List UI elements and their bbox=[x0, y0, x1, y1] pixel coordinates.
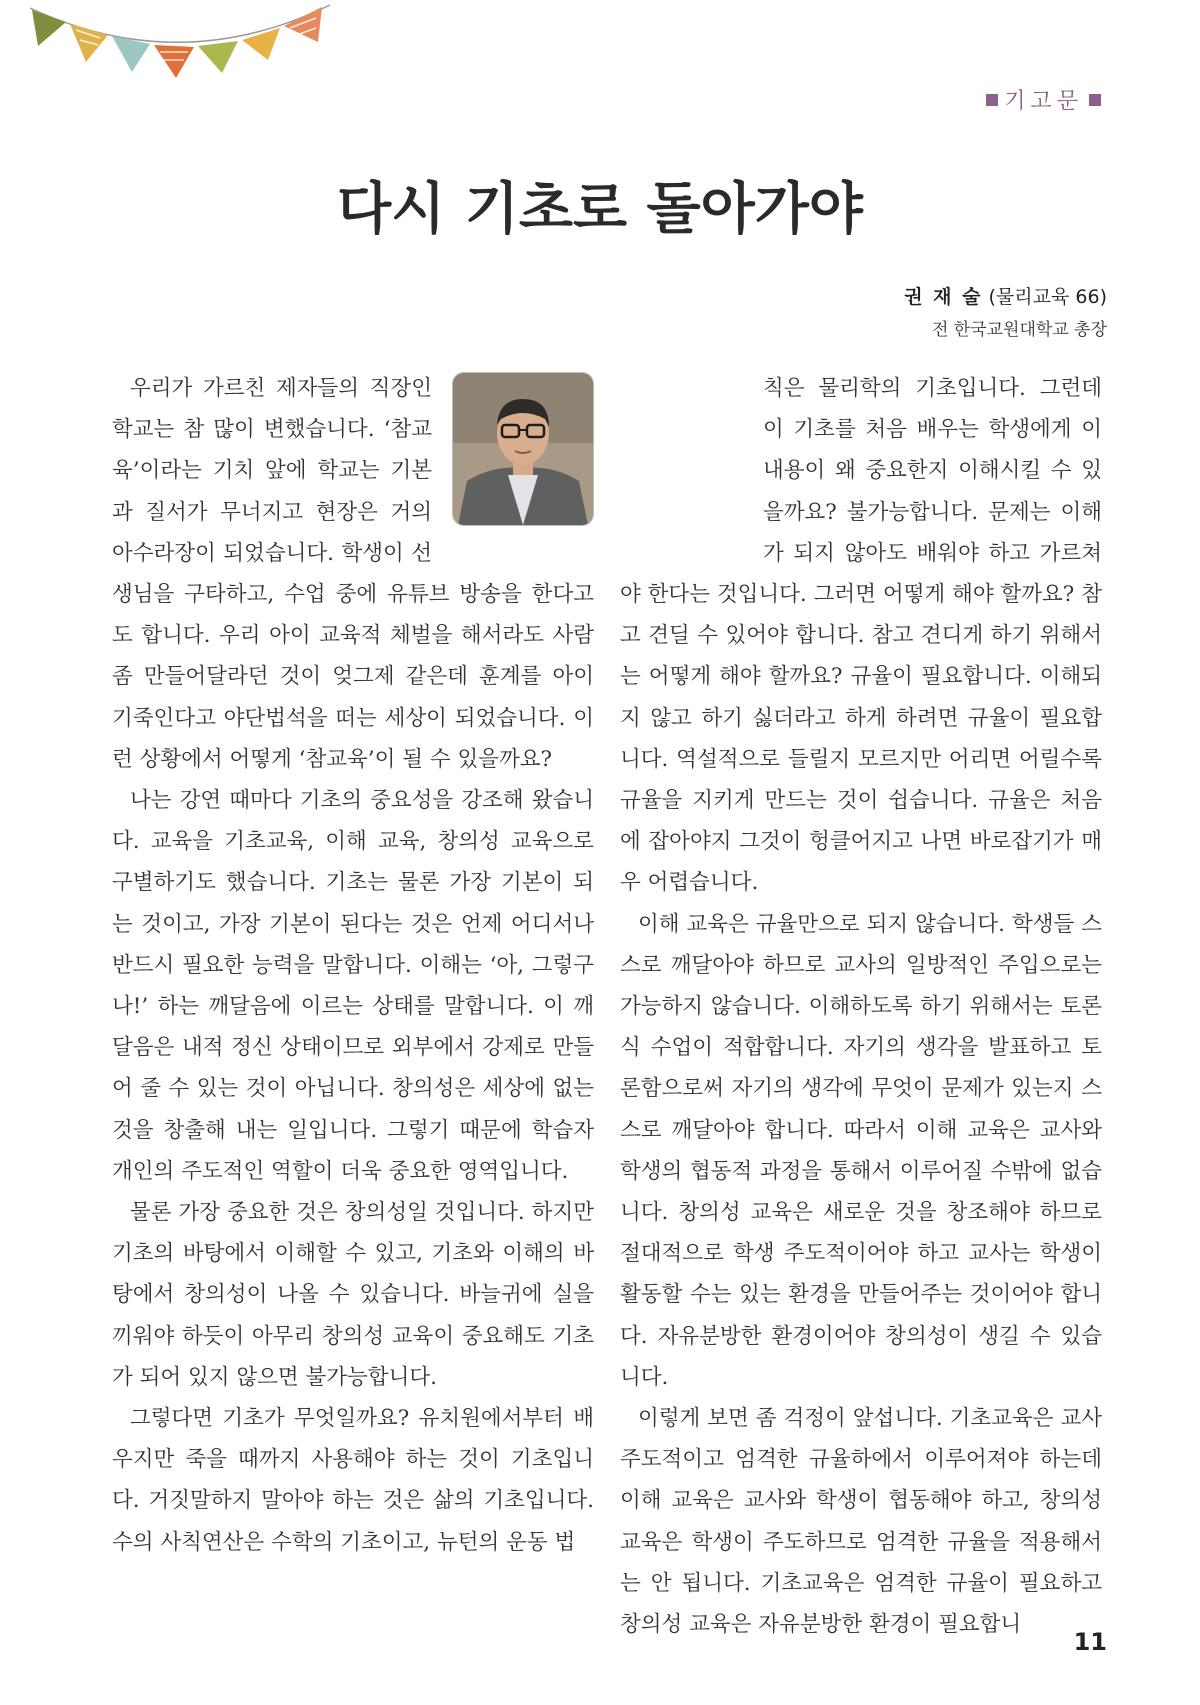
author-affiliation: 전 한국교원대학교 총장 bbox=[931, 320, 1107, 340]
bunting-decoration bbox=[0, 0, 370, 95]
author-department: (물리교육 66) bbox=[988, 286, 1107, 308]
paragraph: 물론 가장 중요한 것은 창의성일 것입니다. 하지만 기초의 바탕에서 이해할 수 있고, 기초와 이해의 바탕에서 창의성이 나올 수 있습니다. 바늘귀에 실을 끼워야 하듯이 아무리 창의성 교육이 중요해도 기초가 되어 있지 않으면 불가능합니다. bbox=[112, 1200, 594, 1390]
article-title: 다시 기초로 돌아가야 bbox=[337, 177, 863, 242]
page-number: 11 bbox=[1073, 1628, 1107, 1656]
section-tag-label: 기고문 bbox=[1004, 89, 1083, 114]
square-bullet-icon bbox=[1089, 94, 1101, 106]
paragraph: 그렇다면 기초가 무엇일까요? 유치원에서부터 배우지만 죽을 때까지 사용해야 하는 것이 기초입니다. 거짓말하지 말아야 하는 것은 삶의 기초입니다. 수의 사칙연산은 수학의 기초이고, 뉴턴의 운동 법 bbox=[112, 1406, 594, 1555]
byline bbox=[904, 282, 1107, 340]
body-column-left bbox=[112, 368, 594, 1563]
author-photo bbox=[452, 372, 594, 526]
portrait-icon bbox=[453, 373, 593, 525]
paragraph: 우리가 가르친 제자들의 직장인 학교는 참 많이 변했습니다. ‘참교육’이라는 기치 앞에 학교는 기본과 질서가 무너지고 현장은 거의 아수라장이 되었습니다. 학생이 선생님을 구타하고, 수업 중에 유튜브 방송을 한다고도 합니다. 우리 아이 교육적 체벌을 해서라도 사람 좀 만들어달라던 것이 엊그제 같은데 훈계를 아이 기죽인다고 야단법석을 떠는 세상이 되었습니다. 이런 상황에서 어떻게 ‘참교육’이 될 수 있을까요? bbox=[112, 376, 594, 772]
paragraph: 이해 교육은 규율만으로 되지 않습니다. 학생들 스스로 깨달아야 하므로 교사의 일방적인 주입으로는 가능하지 않습니다. 이해하도록 하기 위해서는 토론식 수업이 적합합니다. 자기의 생각을 발표하고 토론함으로써 자기의 생각에 무엇이 문제가 있는지 스스로 깨달아야 합니다. 따라서 이해 교육은 교사와 학생의 협동적 과정을 통해서 이루어질 수밖에 없습니다. 창의성 교육은 새로운 것을 창조해야 하므로 절대적으로 학생 주도적이어야 하고 교사는 학생이 활동할 수는 있는 환경을 만들어주는 것이어야 합니다. 자유분방한 환경이어야 창의성이 생길 수 있습니다. bbox=[620, 911, 1102, 1390]
section-tag bbox=[980, 84, 1107, 115]
paragraph: 칙은 물리학의 기초입니다. 그런데 이 기초를 처음 배우는 학생에게 이 내용이 왜 중요한지 이해시킬 수 있을까요? 불가능합니다. 문제는 이해가 되지 않아도 배워야 하고 가르쳐야 한다는 것입니다. 그러면 어떻게 해야 할까요? 참고 견딜 수 있어야 합니다. 참고 견디게 하기 위해서는 어떻게 해야 할까요? 규율이 필요합니다. 이해되지 않고 하기 싫더라고 하게 하려면 규율이 필요합니다. 역설적으로 들릴지 모르지만 어리면 어릴수록 규율을 지키게 만드는 것이 쉽습니다. 규율은 처음에 잡아야지 그것이 헝클어지고 나면 바로잡기가 매우 어렵습니다. bbox=[620, 376, 1102, 896]
author-name: 권 재 술 bbox=[904, 286, 983, 308]
square-bullet-icon bbox=[986, 94, 998, 106]
paragraph: 이렇게 보면 좀 걱정이 앞섭니다. 기초교육은 교사 주도적이고 엄격한 규율하에서 이루어져야 하는데 이해 교육은 교사와 학생이 협동해야 하고, 창의성 교육은 학생이 주도하므로 엄격한 규율을 적용해서는 안 됩니다. 기초교육은 엄격한 규율이 필요하고 창의성 교육은 자유분방한 환경이 필요합니 bbox=[620, 1406, 1102, 1638]
body-column-right bbox=[620, 368, 1102, 1645]
paragraph: 나는 강연 때마다 기초의 중요성을 강조해 왔습니다. 교육을 기초교육, 이해 교육, 창의성 교육으로 구별하기도 했습니다. 기초는 물론 가장 기본이 되는 것이고, 가장 기본이 된다는 것은 언제 어디서나 반드시 필요한 능력을 말합니다. 이해는 ‘아, 그렇구나!’ 하는 깨달음에 이르는 상태를 말합니다. 이 깨달음은 내적 정신 상태이므로 외부에서 강제로 만들어 줄 수 있는 것이 아닙니다. 창의성은 세상에 없는 것을 창출해 내는 일입니다. 그렇기 때문에 학습자 개인의 주도적인 역할이 더욱 중요한 영역입니다. bbox=[112, 788, 594, 1184]
